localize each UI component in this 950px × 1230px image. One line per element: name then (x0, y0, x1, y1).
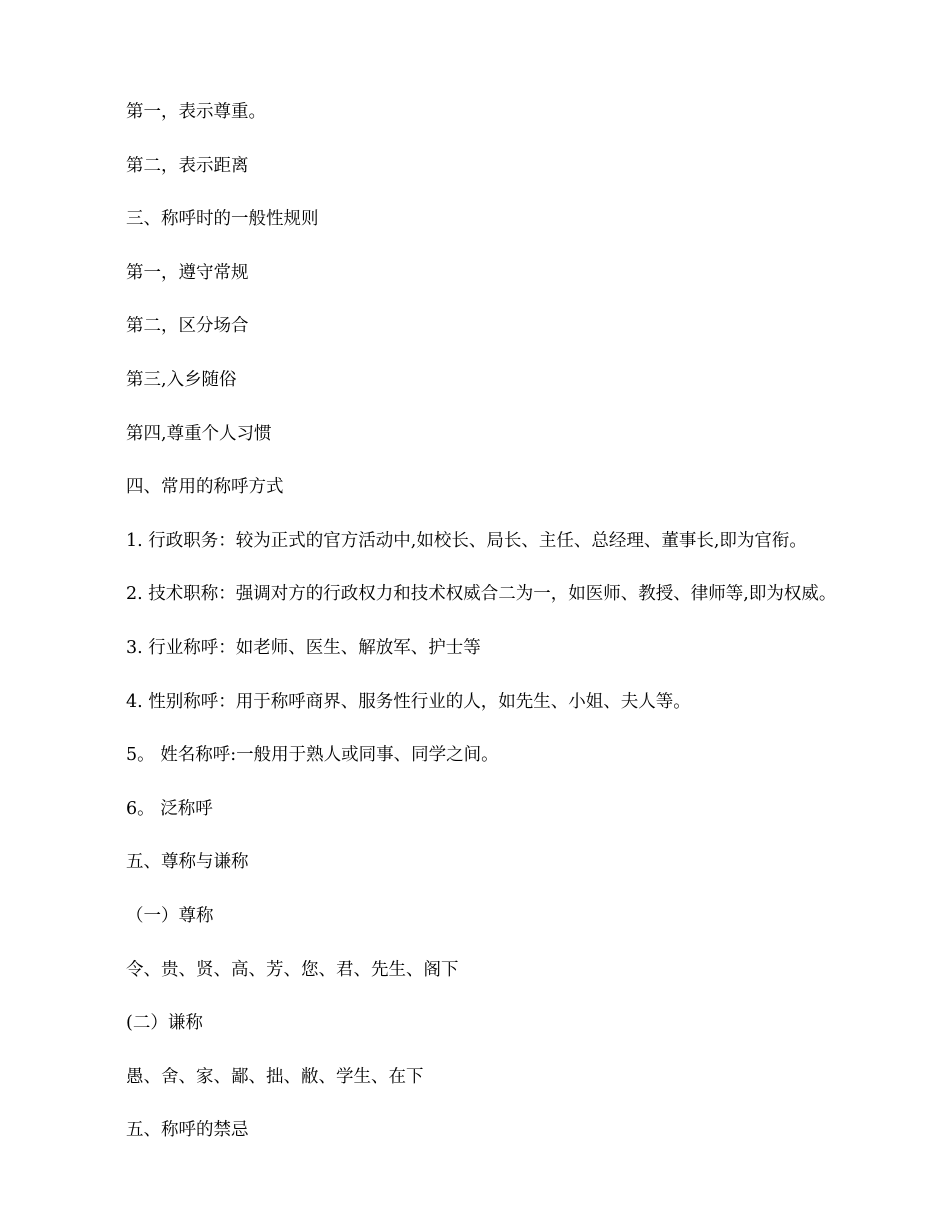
list-item: 1. 行政职务：较为正式的官方活动中,如校长、局长、主任、总经理、董事长,即为官衔。 (126, 530, 807, 551)
subsection-heading: （一）尊称 (126, 905, 214, 926)
section-heading: 四、常用的称呼方式 (126, 477, 284, 498)
list-item: 6。 泛称呼 (126, 798, 213, 819)
list-item: 5。 姓名称呼:一般用于熟人或同事、同学之间。 (126, 745, 499, 766)
paragraph-line: 第二，表示距离 (126, 155, 249, 176)
paragraph-line: 愚、舍、家、鄙、拙、敝、学生、在下 (126, 1066, 424, 1087)
list-item: 4. 性别称呼：用于称呼商界、服务性行业的人，如先生、小姐、夫人等。 (126, 691, 691, 712)
paragraph-line: 第四,尊重个人习惯 (126, 423, 272, 444)
list-item: 2. 技术职称：强调对方的行政权力和技术权威合二为一，如医师、教授、律师等,即为权威。 (126, 584, 837, 605)
paragraph-line: 第三,入乡随俗 (126, 369, 237, 390)
section-heading: 五、尊称与谦称 (126, 852, 249, 873)
paragraph-line: 第一，表示尊重。 (126, 102, 266, 122)
document-body (126, 98, 926, 1170)
section-heading: 三、称呼时的一般性规则 (126, 209, 319, 230)
paragraph-line: 第二，区分场合 (126, 316, 249, 337)
paragraph-line: 令、贵、贤、高、芳、您、君、先生、阁下 (126, 959, 459, 980)
paragraph-line: 第一，遵守常规 (126, 262, 249, 283)
section-heading: 五、称呼的禁忌 (126, 1120, 249, 1141)
subsection-heading: (二）谦称 (126, 1013, 203, 1034)
list-item: 3. 行业称呼：如老师、医生、解放军、护士等 (126, 637, 481, 658)
